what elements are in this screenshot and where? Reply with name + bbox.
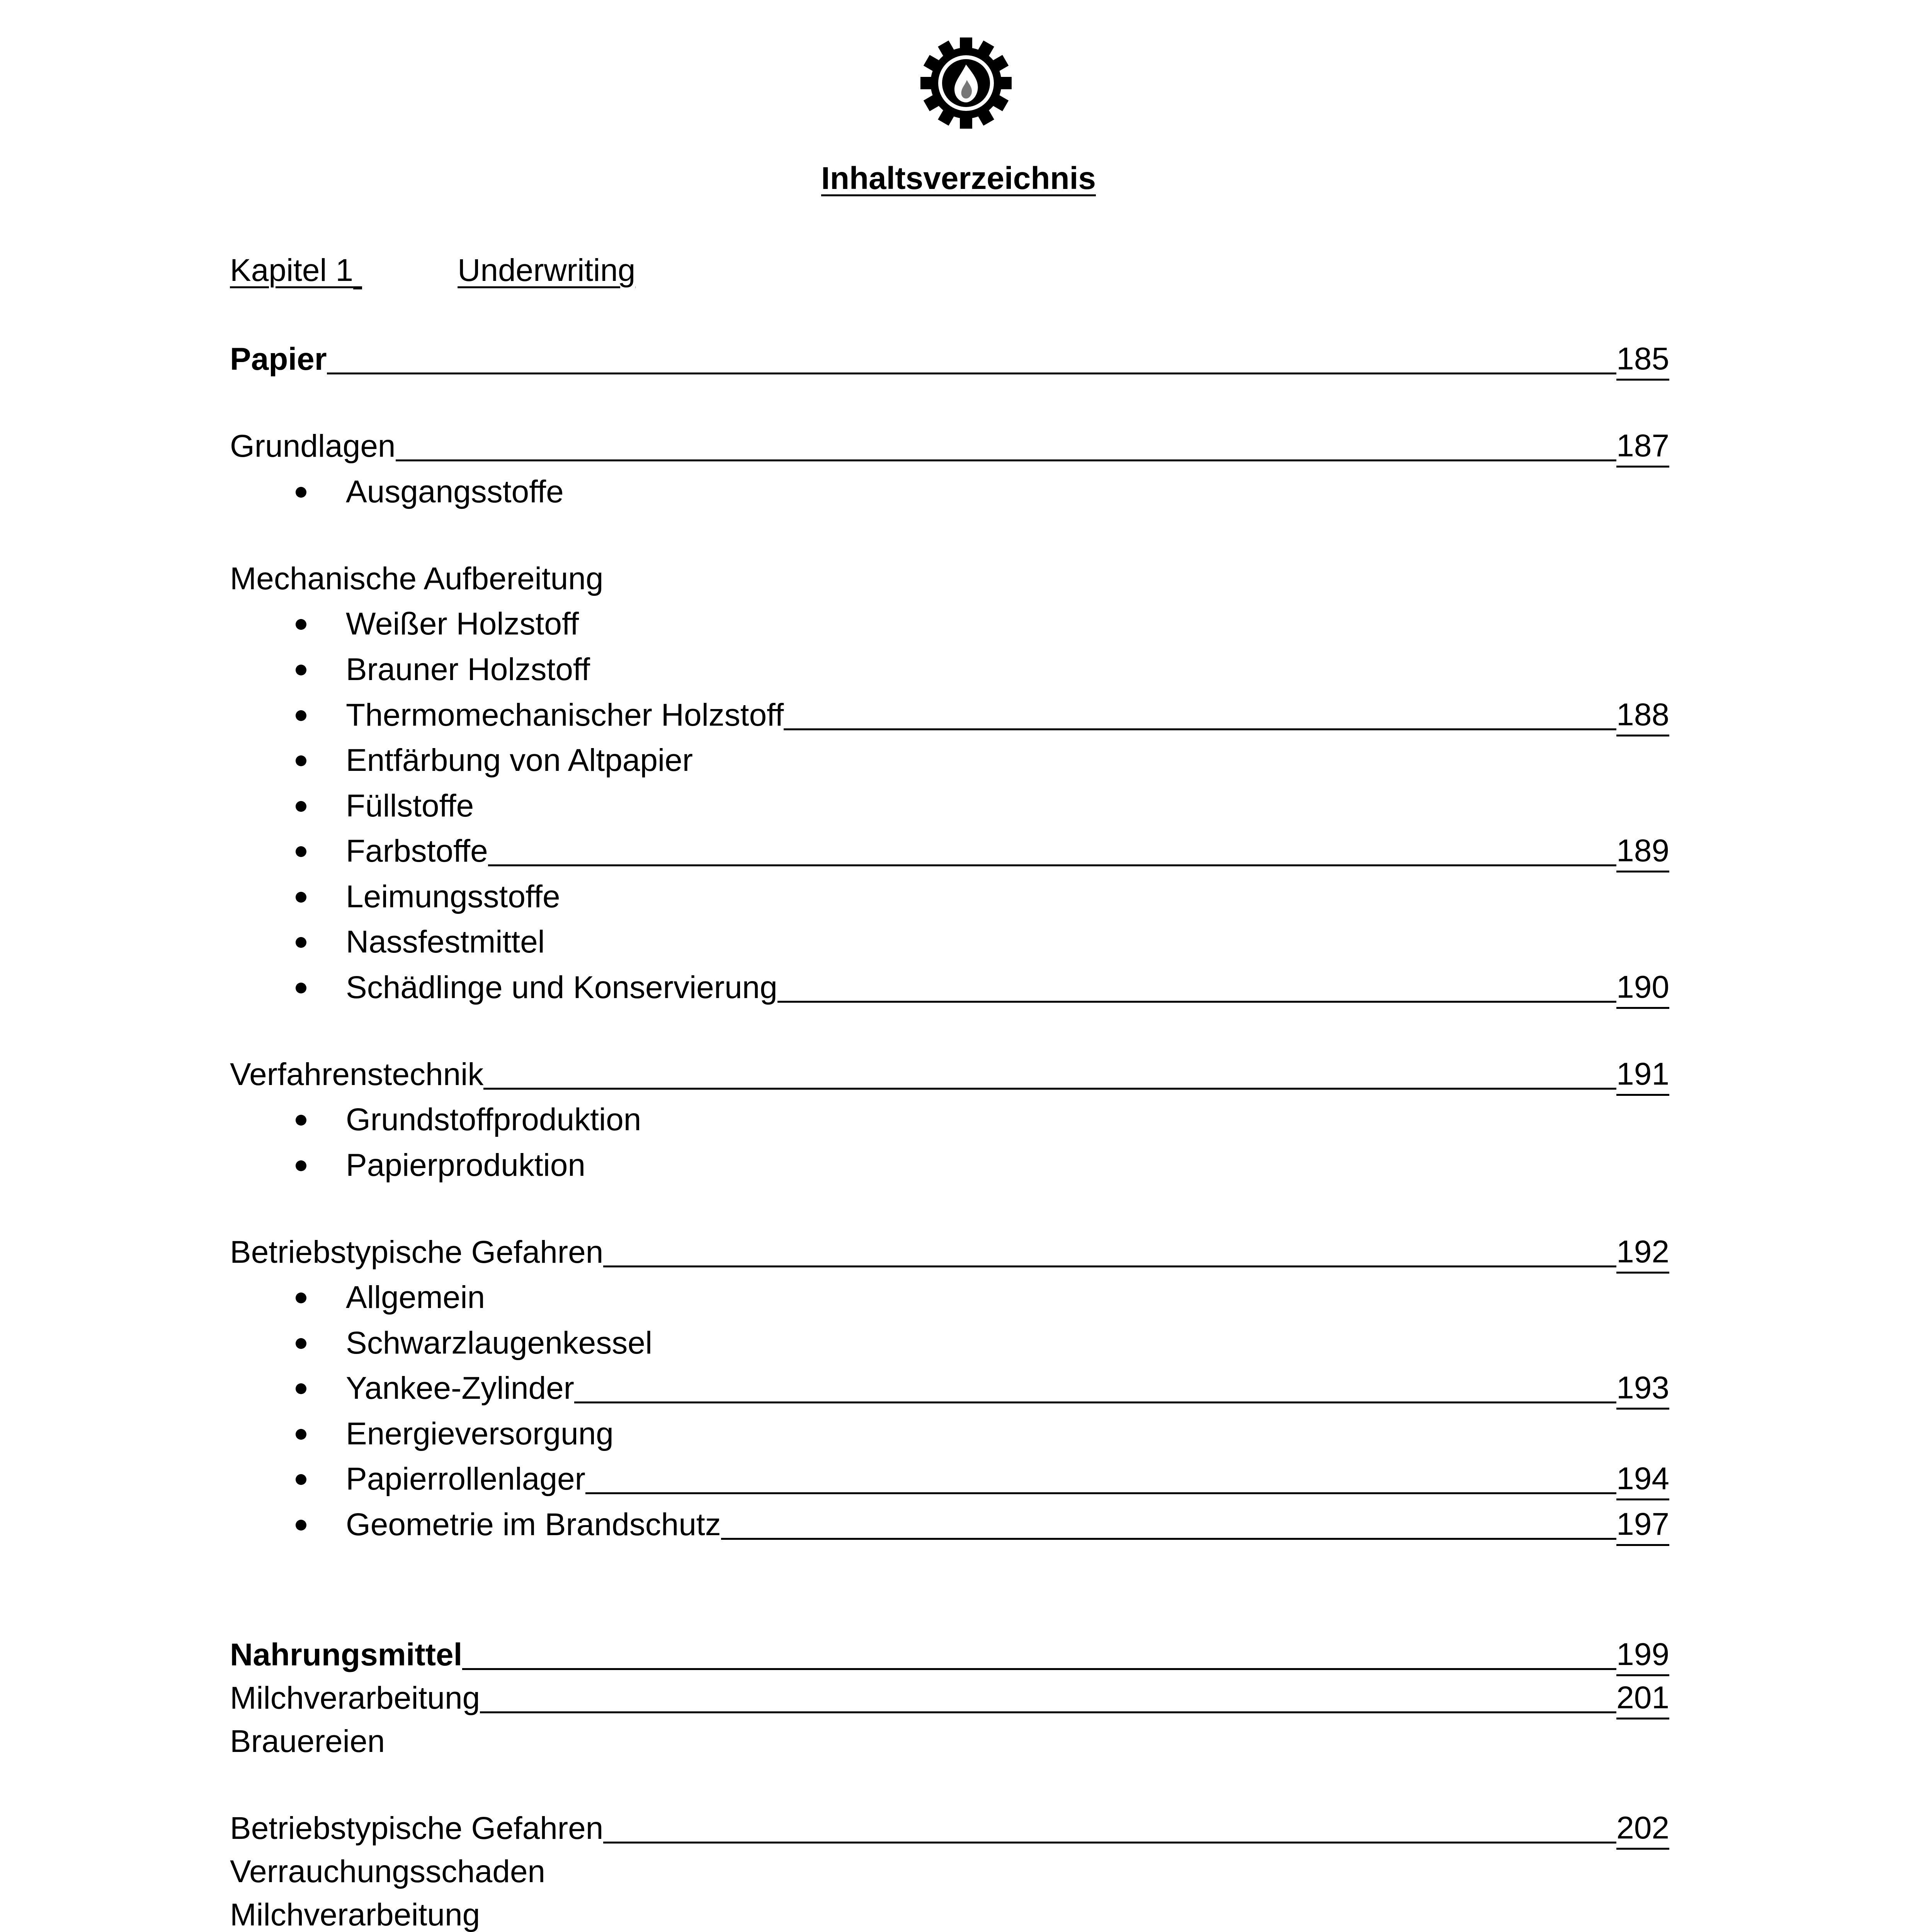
toc-page-number: 187 — [1616, 429, 1669, 468]
toc-leader-line — [585, 1492, 1616, 1494]
toc-entry-title: Ausgangsstoffe — [346, 474, 564, 509]
bullet-icon — [230, 876, 346, 918]
toc-leader-line — [396, 459, 1617, 461]
chapter-label: Kapitel 1 — [230, 253, 354, 288]
toc-entry — [230, 1099, 1669, 1141]
toc-leader-line — [462, 1668, 1616, 1670]
toc-entry — [230, 1144, 1669, 1187]
toc-leader-line — [480, 1711, 1616, 1713]
toc-entry-title: Weißer Holzstoff — [346, 606, 579, 641]
toc-entry — [230, 1634, 1669, 1676]
toc-entry — [230, 1322, 1669, 1364]
toc-leader-line — [603, 1842, 1616, 1844]
toc-leader-line — [777, 1001, 1616, 1003]
toc-entry-title: Milchverarbeitung — [230, 1680, 480, 1716]
toc-entry — [230, 1807, 1669, 1850]
toc-entry — [230, 1413, 1669, 1455]
toc-entry-title: Allgemein — [346, 1280, 485, 1315]
toc-entry — [230, 558, 1669, 600]
toc-entry — [230, 830, 1669, 872]
bullet-icon — [230, 1367, 346, 1410]
bullet-icon — [230, 830, 346, 872]
toc-entry-title: Leimungsstoffe — [346, 879, 560, 914]
toc-leader-line — [784, 728, 1616, 730]
bullet-icon — [230, 1144, 346, 1187]
toc-leader-line — [574, 1401, 1616, 1403]
toc-entry — [230, 966, 1669, 1009]
bullet-icon — [230, 648, 346, 691]
toc-entry — [230, 921, 1669, 963]
toc-entry-title: Verrauchungsschaden — [230, 1854, 546, 1889]
toc-leader-line — [721, 1538, 1616, 1540]
toc-leader-line — [483, 1088, 1616, 1090]
toc-entry-title: Milchverarbeitung — [230, 1897, 480, 1932]
toc-leader-line — [327, 372, 1616, 374]
bullet-icon — [230, 694, 346, 736]
toc-page-number: 194 — [1616, 1462, 1669, 1500]
toc-page-number: 192 — [1616, 1235, 1669, 1274]
bullet-icon — [230, 1099, 346, 1141]
toc-entry — [230, 1367, 1669, 1410]
toc-entry-title: Entfärbung von Altpapier — [346, 743, 693, 778]
bullet-icon — [230, 471, 346, 513]
toc-entry — [230, 739, 1669, 782]
bullet-icon — [230, 1276, 346, 1319]
toc-entry-title: Grundstoffproduktion — [346, 1102, 641, 1137]
toc-entry — [230, 785, 1669, 827]
toc-entry — [230, 1894, 1669, 1932]
toc-entry-title: Schwarzlaugenkessel — [346, 1325, 653, 1361]
toc-entry — [230, 425, 1669, 468]
toc-entry-title: Schädlinge und Konservierung — [346, 970, 777, 1005]
toc-entry-title: Füllstoffe — [346, 788, 474, 823]
toc-entry-title: Betriebstypische Gefahren — [230, 1235, 604, 1270]
toc-entry-title: Yankee-Zylinder — [346, 1371, 574, 1406]
toc-entry — [230, 1850, 1669, 1893]
toc-entry-title: Nahrungsmittel — [230, 1637, 463, 1672]
toc-entry — [230, 1458, 1669, 1500]
chapter-heading — [230, 249, 635, 292]
toc-entry-title: Nassfestmittel — [346, 924, 545, 959]
toc-entry — [230, 1276, 1669, 1319]
chapter-name: Underwriting — [458, 253, 636, 288]
bullet-icon — [230, 1413, 346, 1455]
bullet-icon — [230, 1503, 346, 1546]
toc-entry-title: Brauner Holzstoff — [346, 652, 590, 687]
chapter-separator — [353, 249, 458, 292]
toc-page-number: 190 — [1616, 971, 1669, 1009]
toc-page-number: 197 — [1616, 1508, 1669, 1546]
toc-entry-title: Brauereien — [230, 1724, 385, 1759]
toc-page-number: 185 — [1616, 342, 1669, 381]
toc-page-number: 188 — [1616, 698, 1669, 736]
toc-entry-title: Verfahrenstechnik — [230, 1057, 484, 1092]
toc-page-number: 199 — [1616, 1638, 1669, 1676]
bullet-icon — [230, 739, 346, 782]
toc-entry — [230, 471, 1669, 513]
toc-entry — [230, 1677, 1669, 1719]
toc-entry-title: Energieversorgung — [346, 1416, 614, 1451]
toc-entry — [230, 1503, 1669, 1546]
toc-leader-line — [488, 864, 1616, 866]
bullet-icon — [230, 785, 346, 827]
toc-entry-title: Geometrie im Brandschutz — [346, 1507, 721, 1542]
toc-entry-title: Mechanische Aufbereitung — [230, 561, 604, 596]
toc-entry — [230, 876, 1669, 918]
bullet-icon — [230, 1322, 346, 1364]
toc-entry-title: Papierrollenlager — [346, 1461, 585, 1497]
toc-page-number: 202 — [1616, 1811, 1669, 1850]
bullet-icon — [230, 921, 346, 963]
toc-entry-title: Grundlagen — [230, 429, 396, 464]
page-title: Inhaltsverzeichnis — [821, 161, 1096, 196]
toc-entry — [230, 603, 1669, 645]
gear-flame-logo-icon — [920, 37, 1012, 129]
toc-entry — [230, 1053, 1669, 1096]
toc-page-number: 201 — [1616, 1681, 1669, 1719]
toc-entry-title: Betriebstypische Gefahren — [230, 1811, 604, 1846]
toc-leader-line — [603, 1265, 1616, 1267]
toc-entry — [230, 648, 1669, 691]
toc-entry — [230, 694, 1669, 736]
toc-page-number: 193 — [1616, 1371, 1669, 1410]
toc-entry-title: Farbstoffe — [346, 833, 488, 869]
bullet-icon — [230, 1458, 346, 1500]
toc-page-number: 191 — [1616, 1058, 1669, 1096]
toc-entry-title: Thermomechanischer Holzstoff — [346, 697, 784, 733]
bullet-icon — [230, 966, 346, 1009]
toc-entry-title: Papierproduktion — [346, 1148, 585, 1183]
toc-entry — [230, 338, 1669, 381]
toc-entry — [230, 1231, 1669, 1274]
toc-entry — [230, 1720, 1669, 1763]
toc-entry-title: Papier — [230, 342, 327, 377]
bullet-icon — [230, 603, 346, 645]
toc-page-number: 189 — [1616, 834, 1669, 872]
